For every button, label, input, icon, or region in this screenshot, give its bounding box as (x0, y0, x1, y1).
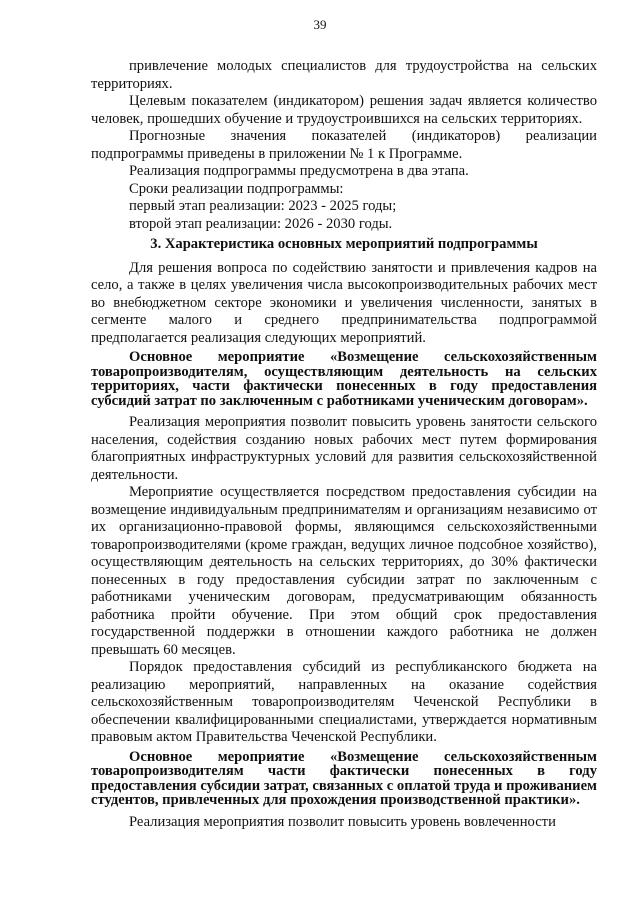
section-heading: 3. Характеристика основных мероприятий подпрограммы (150, 236, 538, 252)
measure-1-paragraph: Мероприятие осуществляется посредством предоставления субсидии на возмещение индивидуальным предпринимателям и организациям независимо от их организационно-правовой формы, являющимся сельскохозяйственными товаропроизводителями (кроме граждан, ведущих личное подсобное хозяйство), осуществляющим деятельность на сельских территориях, до 30% фактически понесенных в году предоставления субсидии затрат по заключенным с работниками ученическим договорам, предусматривающим обязанность работника пройти обучение. При этом общий срок предоставления государственной поддержки в отношении каждого работника не должен превышать 60 месяцев. (91, 484, 597, 658)
page-number: 39 (313, 17, 327, 32)
paragraph-forecast-values: Прогнозные значения показателей (индикаторов) реализации подпрограммы приведены в приложении № 1 к Программе. (91, 128, 597, 162)
measure-1-paragraph: Порядок предоставления субсидий из республиканского бюджета на реализацию мероприятий, направленных на оказание содействия сельскохозяйственным товаропроизводителям Чеченской Республики в обеспечении квалифицированными специалистами, утверждается нормативным правовым актом Правительства Чеченской Республики. (91, 659, 597, 745)
paragraph-stage-one: первый этап реализации: 2023 - 2025 годы; (129, 198, 397, 214)
paragraph-intro-continuation: привлечение молодых специалистов для трудоустройства на сельских территориях. (91, 58, 597, 92)
measure-1-title: Основное мероприятие «Возмещение сельскохозяйственным товаропроизводителям, осуществляющим деятельность на сельских территориях, части фактически понесенных в году предоставления субсидий затрат по заключенным с работниками ученическим договорам». (91, 349, 597, 409)
paragraph-section-intro: Для решения вопроса по содействию занятости и привлечения кадров на село, а также в целях увеличения числа высокопроизводительных рабочих мест во внебюджетном секторе экономики и увеличения численности, занятых в сегменте малого и среднего предпринимательства подпрограммой предполагается реализация следующих мероприятий. (91, 259, 597, 346)
measure-2-paragraph: Реализация мероприятия позволит повысить уровень вовлеченности (129, 813, 556, 830)
measure-2-title: Основное мероприятие «Возмещение сельскохозяйственным товаропроизводителям части фактически понесенных в году предоставления субсидии затрат, связанных с оплатой труда и проживанием студентов, привлеченных для прохождения производственной практики». (91, 748, 597, 808)
paragraph-timeline-label: Сроки реализации подпрограммы: (129, 180, 344, 197)
measure-1-paragraph: Реализация мероприятия позволит повысить уровень занятости сельского населения, содействия созданию новых рабочих мест путем формирования благоприятных инфраструктурных условий для развития сельскохозяйственной деятельности. (91, 414, 597, 483)
paragraph-target-indicator: Целевым показателем (индикатором) решения задач является количество человек, прошедших обучение и трудоустроившихся на сельских территориях. (91, 93, 597, 127)
paragraph-stage-two: второй этап реализации: 2026 - 2030 годы. (129, 215, 393, 232)
document-body (91, 58, 597, 831)
paragraph-stages: Реализация подпрограммы предусмотрена в два этапа. (129, 163, 469, 179)
